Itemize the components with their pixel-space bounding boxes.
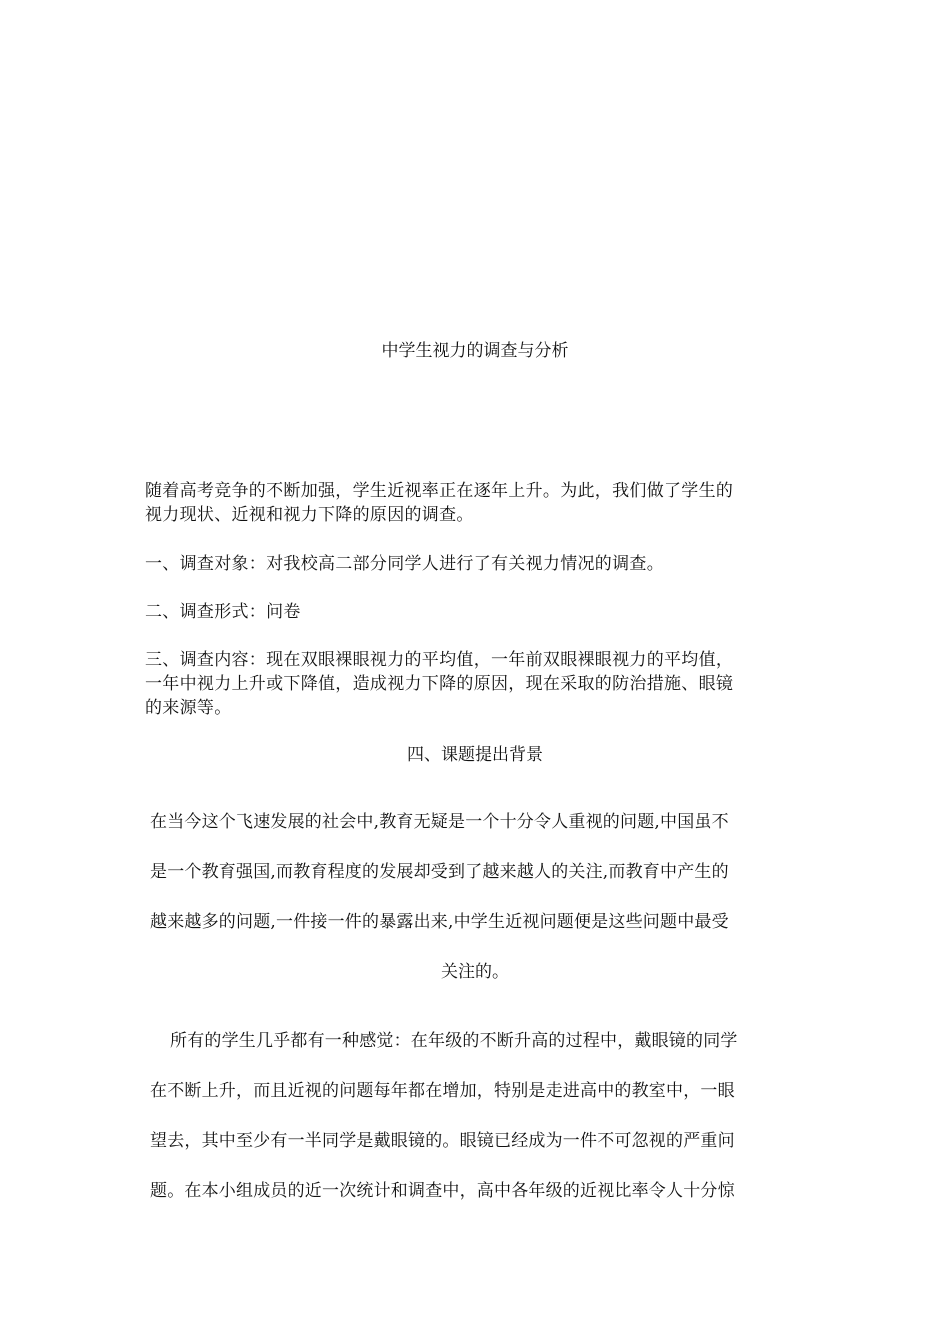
- para2-line-2: 在不断上升，而且近视的问题每年都在增加，特别是走进高中的教室中，一眼: [150, 1081, 735, 1101]
- item-survey-content: [145, 648, 805, 720]
- para2-line-4: 题。在本小组成员的近一次统计和调查中，高中各年级的近视比率令人十分惊: [150, 1181, 735, 1201]
- section-4-heading: 四、课题提出背景: [407, 745, 543, 765]
- para1-line-2: 是一个教育强国,而教育程度的发展却受到了越来越人的关注,而教育中产生的: [150, 862, 729, 882]
- item-survey-subject: 一、调查对象：对我校高二部分同学人进行了有关视力情况的调查。: [145, 554, 664, 574]
- intro-line-2: 视力现状、近视和视力下降的原因的调查。: [145, 505, 474, 525]
- item-survey-form: 二、调查形式：问卷: [145, 602, 301, 622]
- document-title: 中学生视力的调查与分析: [381, 341, 569, 361]
- intro-paragraph: [145, 479, 805, 527]
- intro-line-1: 随着高考竞争的不断加强，学生近视率正在逐年上升。为此，我们做了学生的: [145, 481, 734, 501]
- para1-line-3: 越来越多的问题,一件接一件的暴露出来,中学生近视问题便是这些问题中最受: [150, 912, 729, 932]
- para2-line-3: 望去，其中至少有一半同学是戴眼镜的。眼镜已经成为一件不可忽视的严重问: [150, 1131, 735, 1151]
- para1-line-4: 关注的。: [441, 962, 509, 982]
- para1-line-1: 在当今这个飞速发展的社会中,教育无疑是一个十分令人重视的问题,中国虽不: [150, 812, 729, 832]
- para2-line-1: 所有的学生几乎都有一种感觉：在年级的不断升高的过程中，戴眼镜的同学: [170, 1031, 738, 1051]
- item3-line-1: 三、调查内容：现在双眼裸眼视力的平均值，一年前双眼裸眼视力的平均值，: [145, 650, 734, 670]
- item3-line-3: 的来源等。: [145, 698, 232, 718]
- item3-line-2: 一年中视力上升或下降值，造成视力下降的原因，现在采取的防治措施、眼镜: [145, 674, 734, 694]
